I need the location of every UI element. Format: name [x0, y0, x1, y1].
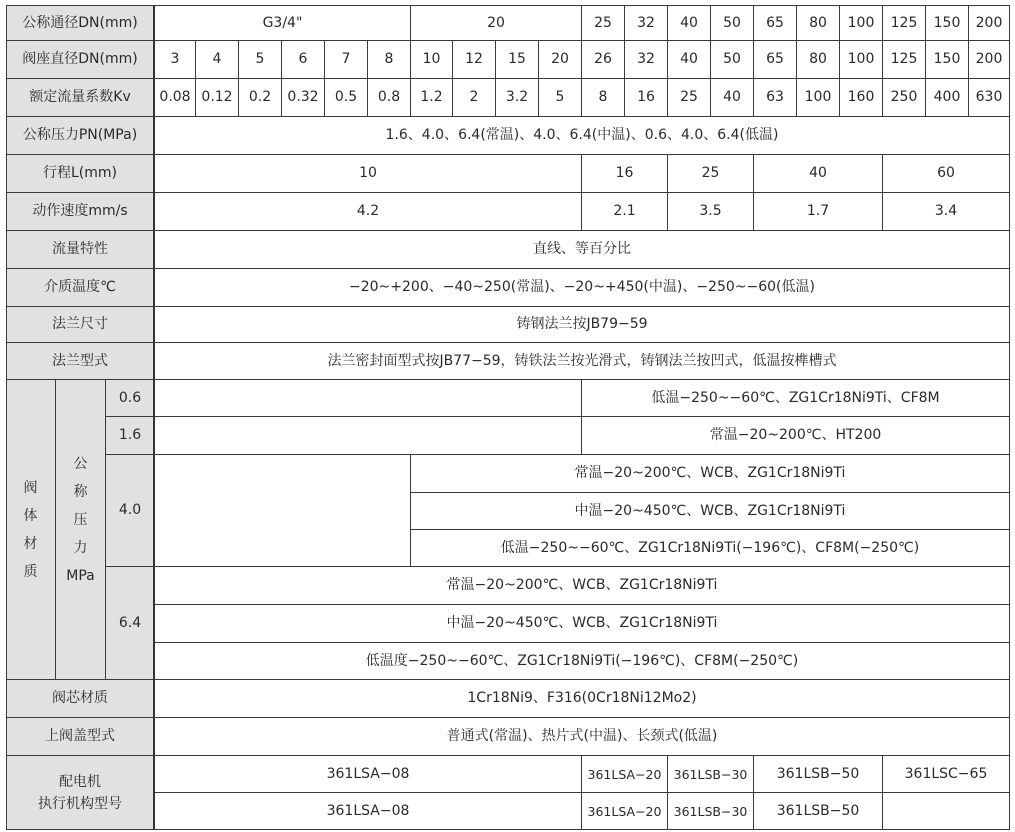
- kv-cell: 0.5: [325, 79, 368, 117]
- label-char: 体: [23, 507, 38, 524]
- row-label-stroke: 行程L(mm): [6, 155, 155, 193]
- nominal-dn-cell: 25: [582, 6, 625, 41]
- seat-dn-cell: 65: [754, 41, 797, 79]
- kv-cell: 400: [926, 79, 969, 117]
- nominal-dn-cell: 80: [797, 6, 840, 41]
- row-label-nominal-dn: 公称通径DN(mm): [6, 6, 155, 41]
- seat-dn-cell: 125: [883, 41, 926, 79]
- body-material-4-0-value: 低温−250~−60℃、ZG1Cr18Ni9Ti(−196℃)、CF8M(−250℃): [411, 530, 1010, 567]
- seat-dn-cell: 40: [668, 41, 711, 79]
- kv-cell: 160: [840, 79, 883, 117]
- kv-cell: 2: [453, 79, 496, 117]
- pressure-4-0: 4.0: [106, 455, 155, 567]
- pressure-0-6: 0.6: [106, 380, 155, 417]
- kv-cell: 63: [754, 79, 797, 117]
- row-label-speed: 动作速度mm/s: [6, 193, 155, 231]
- row-label-pn: 公称压力PN(MPa): [6, 117, 155, 155]
- seat-dn-cell: 100: [840, 41, 883, 79]
- nominal-dn-cell: 40: [668, 6, 711, 41]
- kv-cell: 0.32: [282, 79, 325, 117]
- kv-cell: 0.12: [196, 79, 239, 117]
- seat-dn-cell: 5: [239, 41, 282, 79]
- seat-dn-cell: 20: [539, 41, 582, 79]
- kv-cell: 0.8: [368, 79, 411, 117]
- empty-cell: [155, 417, 582, 455]
- nominal-dn-cell: 150: [926, 6, 969, 41]
- kv-cell: 8: [582, 79, 625, 117]
- label-char: 阀: [23, 479, 38, 496]
- empty-cell: [155, 455, 411, 567]
- flow-characteristic-value: 直线、等百分比: [155, 231, 1010, 269]
- kv-cell: 100: [797, 79, 840, 117]
- nominal-dn-cell: 50: [711, 6, 754, 41]
- core-material-value: 1Cr18Ni9、F316(0Cr18Ni12Mo2): [155, 680, 1010, 718]
- seat-dn-cell: 80: [797, 41, 840, 79]
- kv-cell: 250: [883, 79, 926, 117]
- row-label-bonnet: 上阀盖型式: [6, 718, 155, 756]
- body-material-6-4-value: 常温−20~200℃、WCB、ZG1Cr18Ni9Ti: [155, 567, 1010, 605]
- label-char: MPa: [66, 567, 95, 584]
- body-material-6-4-value: 中温−20~450℃、WCB、ZG1Cr18Ni9Ti: [155, 605, 1010, 643]
- speed-cell: 3.5: [668, 193, 754, 231]
- actuator-model-cell: 361LSB−50: [754, 793, 883, 830]
- seat-dn-cell: 50: [711, 41, 754, 79]
- actuator-model-cell: 361LSA−08: [155, 793, 582, 830]
- kv-cell: 16: [625, 79, 668, 117]
- label-char: 公: [73, 455, 88, 472]
- stroke-cell: 25: [668, 155, 754, 193]
- seat-dn-cell: 15: [496, 41, 539, 79]
- nominal-dn-cell: 100: [840, 6, 883, 41]
- seat-dn-cell: 150: [926, 41, 969, 79]
- seat-dn-cell: 32: [625, 41, 668, 79]
- speed-cell: 3.4: [883, 193, 1010, 231]
- actuator-model-cell: 361LSA−20: [582, 793, 668, 830]
- stroke-cell: 10: [155, 155, 582, 193]
- nominal-dn-cell: 20: [411, 6, 582, 41]
- row-label-seat-dn: 阀座直径DN(mm): [6, 41, 155, 79]
- seat-dn-cell: 4: [196, 41, 239, 79]
- kv-cell: 0.2: [239, 79, 282, 117]
- actuator-model-cell: 361LSC−65: [883, 756, 1010, 793]
- body-material-label: [6, 380, 56, 680]
- seat-dn-cell: 6: [282, 41, 325, 79]
- flange-type-value: 法兰密封面型式按JB77−59，铸铁法兰按光滑式，铸钢法兰按凹式，低温按榫槽式: [155, 343, 1010, 380]
- row-label-core-material: 阀芯材质: [6, 680, 155, 718]
- kv-cell: 630: [969, 79, 1010, 117]
- kv-cell: 1.2: [411, 79, 453, 117]
- kv-cell: 25: [668, 79, 711, 117]
- row-label-kv: 额定流量系数Kv: [6, 79, 155, 117]
- label-char: 称: [73, 483, 88, 500]
- kv-cell: 5: [539, 79, 582, 117]
- nominal-dn-cell: 65: [754, 6, 797, 41]
- label-char: 压: [73, 511, 88, 528]
- body-material-6-4-value: 低温度−250~−60℃、ZG1Cr18Ni9Ti(−196℃)、CF8M(−250℃): [155, 643, 1010, 680]
- seat-dn-cell: 3: [155, 41, 196, 79]
- medium-temp-value: −20~+200、−40~250(常温)、−20~+450(中温)、−250~−60(低温): [155, 269, 1010, 307]
- nominal-dn-cell: 125: [883, 6, 926, 41]
- seat-dn-cell: 26: [582, 41, 625, 79]
- row-label-flange-type: 法兰型式: [6, 343, 155, 380]
- kv-cell: 0.08: [155, 79, 196, 117]
- nominal-dn-cell: G3/4": [155, 6, 411, 41]
- row-label-flow-characteristic: 流量特性: [6, 231, 155, 269]
- row-label-medium-temp: 介质温度℃: [6, 269, 155, 307]
- nominal-dn-cell: 200: [969, 6, 1010, 41]
- nominal-pressure-label: [56, 380, 106, 680]
- kv-cell: 40: [711, 79, 754, 117]
- seat-dn-cell: 8: [368, 41, 411, 79]
- actuator-model-cell: 361LSB−30: [668, 793, 754, 830]
- pn-value: 1.6、4.0、6.4(常温)、4.0、6.4(中温)、0.6、4.0、6.4(低温): [155, 117, 1010, 155]
- body-material-4-0-value: 常温−20~200℃、WCB、ZG1Cr18Ni9Ti: [411, 455, 1010, 493]
- speed-cell: 1.7: [754, 193, 883, 231]
- speed-cell: 2.1: [582, 193, 668, 231]
- speed-cell: 4.2: [155, 193, 582, 231]
- actuator-model-cell: 361LSA−20: [582, 756, 668, 793]
- pressure-1-6: 1.6: [106, 417, 155, 455]
- bonnet-value: 普通式(常温)、热片式(中温)、长颈式(低温): [155, 718, 1010, 756]
- stroke-cell: 40: [754, 155, 883, 193]
- label-char: 材: [23, 535, 38, 552]
- seat-dn-cell: 7: [325, 41, 368, 79]
- kv-cell: 3.2: [496, 79, 539, 117]
- seat-dn-cell: 12: [453, 41, 496, 79]
- label-char: 质: [23, 563, 38, 580]
- actuator-model-cell: 361LSB−30: [668, 756, 754, 793]
- stroke-cell: 16: [582, 155, 668, 193]
- seat-dn-cell: 10: [411, 41, 453, 79]
- label-char: 力: [73, 539, 88, 556]
- seat-dn-cell: 200: [969, 41, 1010, 79]
- empty-cell: [155, 380, 582, 417]
- actuator-model-cell: 361LSA−08: [155, 756, 582, 793]
- body-material-4-0-value: 中温−20~450℃、WCB、ZG1Cr18Ni9Ti: [411, 493, 1010, 530]
- label-line: 执行机构型号: [38, 795, 122, 812]
- nominal-dn-cell: 32: [625, 6, 668, 41]
- actuator-model-cell: [883, 793, 1010, 830]
- row-label-flange-size: 法兰尺寸: [6, 307, 155, 343]
- row-label-actuator: [6, 756, 155, 830]
- stroke-cell: 60: [883, 155, 1010, 193]
- body-material-0-6-value: 低温−250~−60℃、ZG1Cr18Ni9Ti、CF8M: [582, 380, 1010, 417]
- label-line: 配电机: [59, 773, 101, 790]
- pressure-6-4: 6.4: [106, 567, 155, 680]
- body-material-1-6-value: 常温−20~200℃、HT200: [582, 417, 1010, 455]
- flange-size-value: 铸钢法兰按JB79−59: [155, 307, 1010, 343]
- actuator-model-cell: 361LSB−50: [754, 756, 883, 793]
